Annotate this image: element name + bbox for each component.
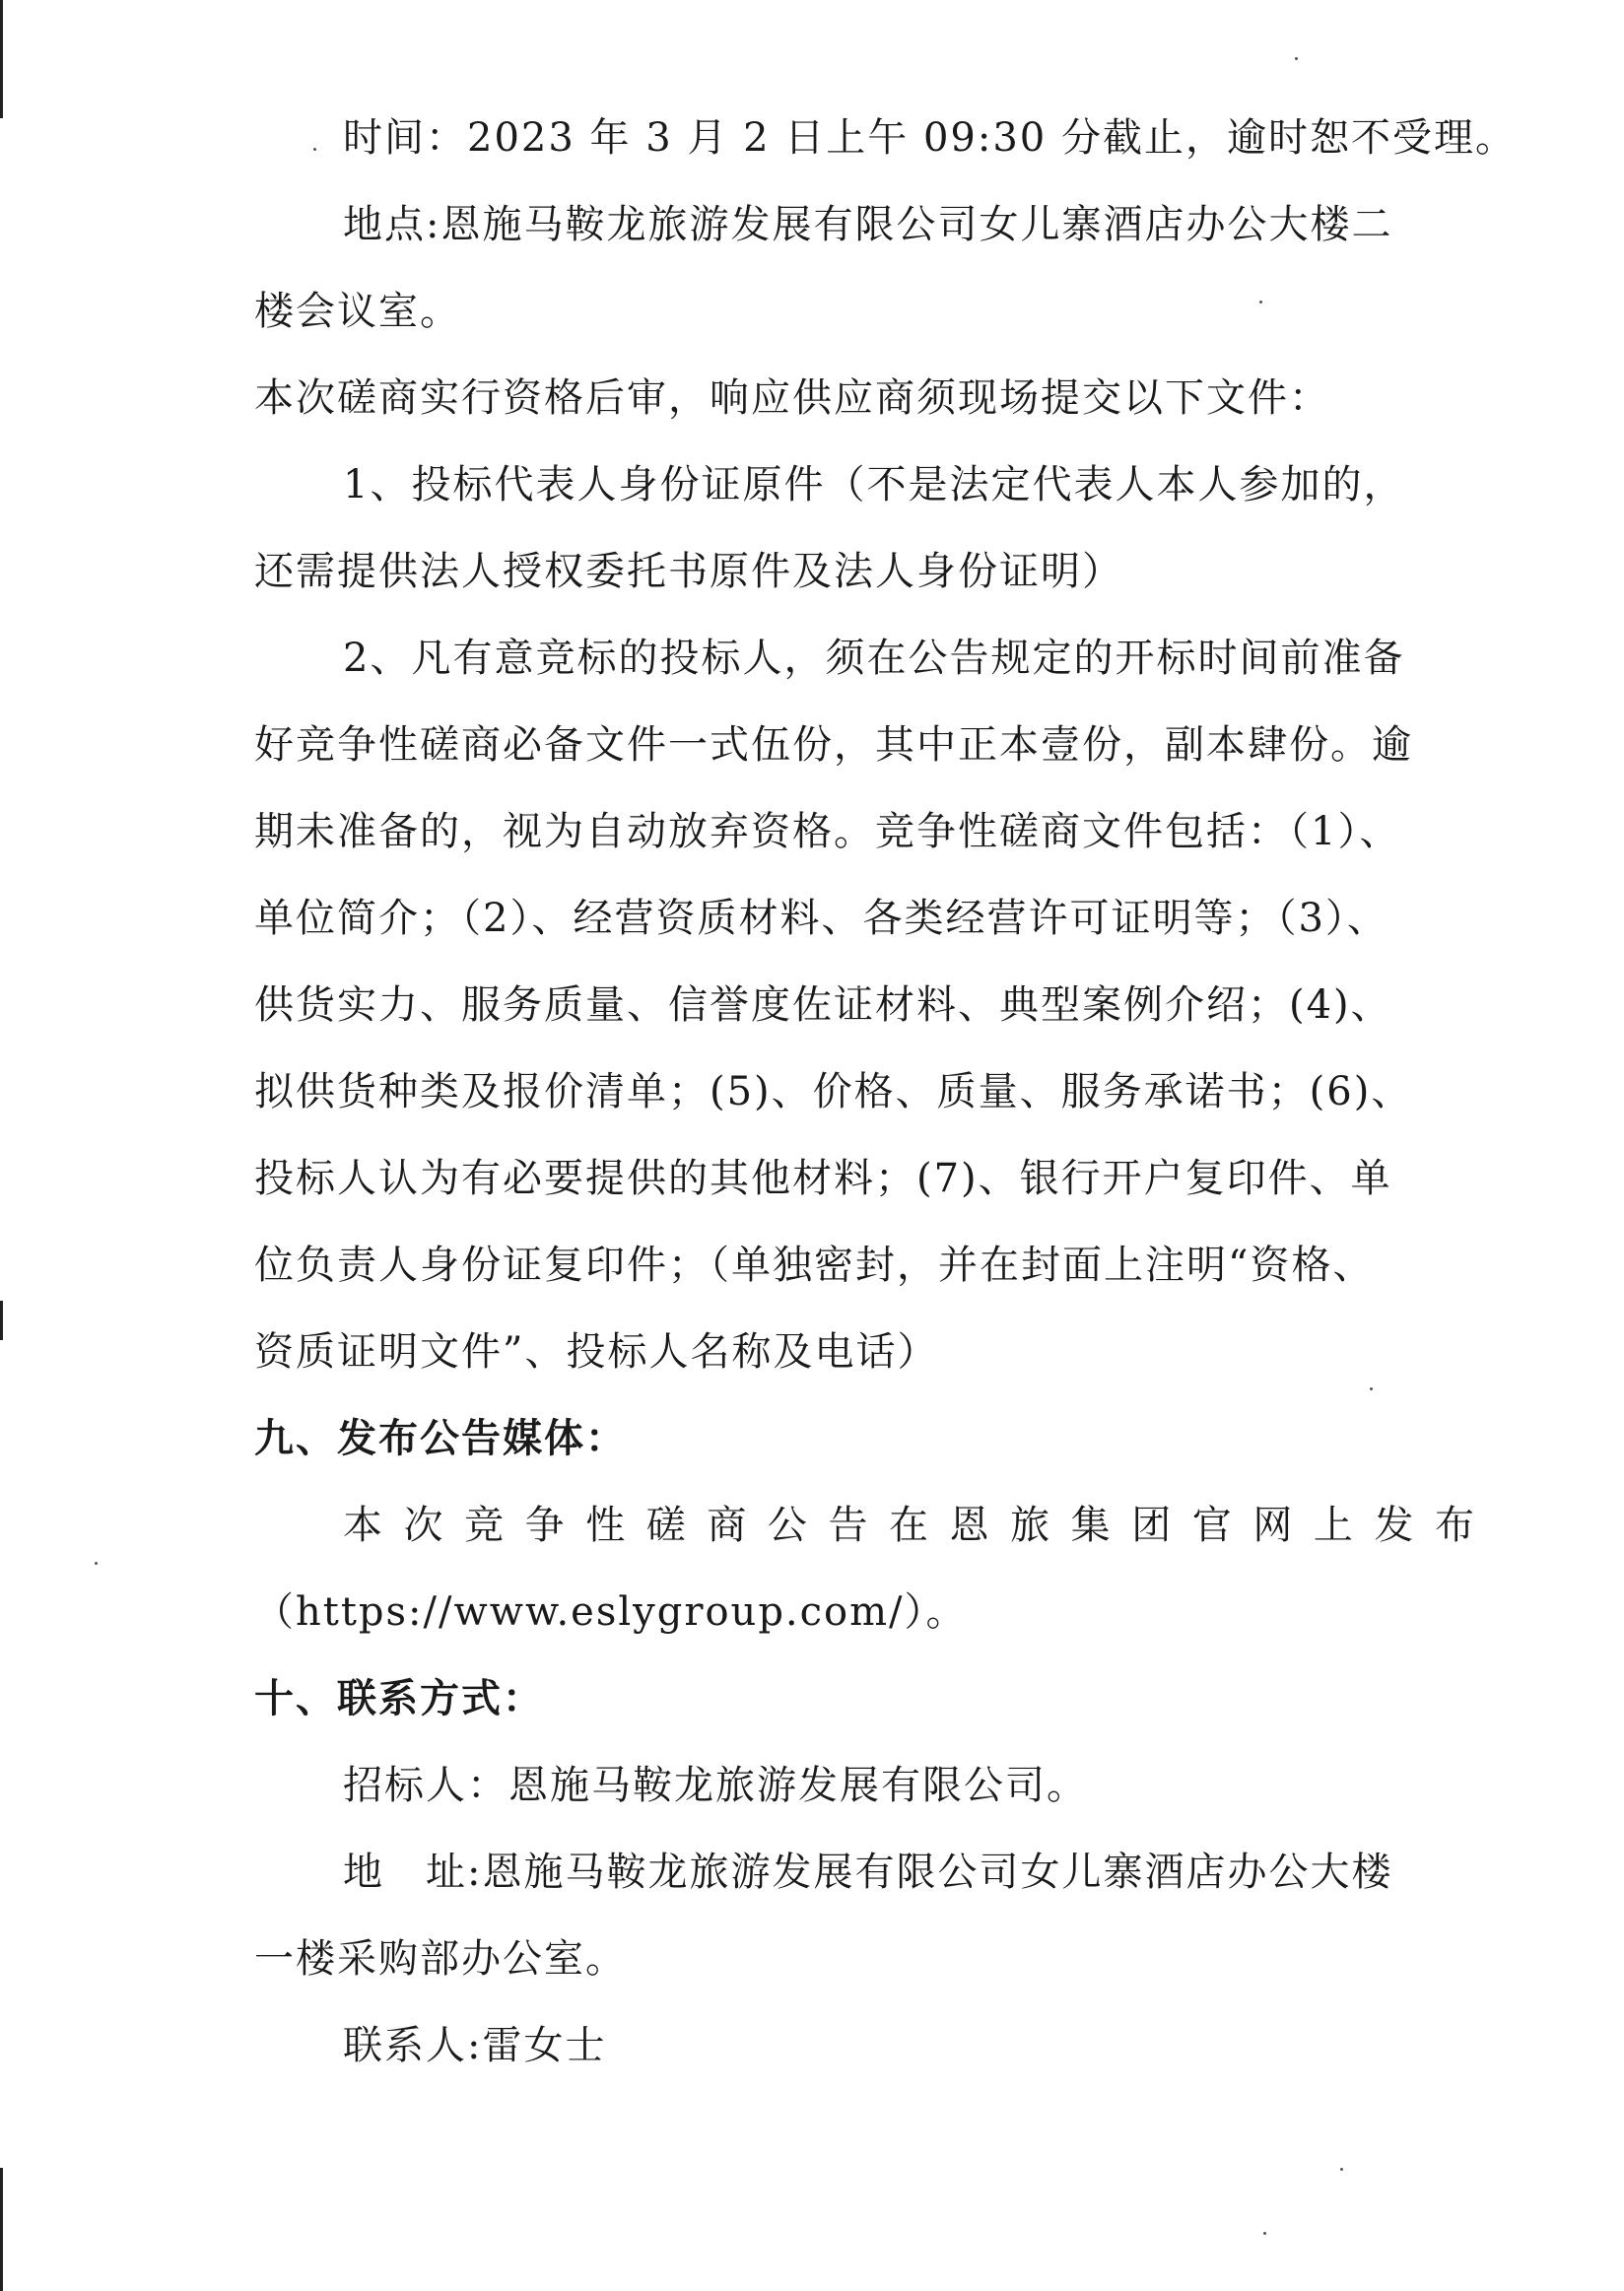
paragraph-line: 本次磋商实行资格后审，响应供应商须现场提交以下文件： [254, 375, 1330, 421]
paragraph-line: 位负责人身份证复印件；（单独密封，并在封面上注明“资格、 [254, 1243, 1375, 1288]
scan-speck [95, 1562, 98, 1565]
website-url: （https://www.eslygroup.com/）。 [254, 1589, 968, 1635]
paragraph-line: 地点:恩施马鞍龙旅游发展有限公司女儿寨酒店办公大楼二 [343, 202, 1393, 247]
paragraph-line: 时间：2023 年 3 月 2 日上午 09:30 分截止，逾时恕不受理。 [343, 115, 1517, 161]
address-line: 一楼采购部办公室。 [254, 1936, 627, 1982]
paragraph-line: 1、投标代表人身份证原件（不是法定代表人本人参加的， [343, 462, 1405, 507]
scan-speck [1295, 57, 1298, 60]
paragraph-line: 单位简介；（2）、经营资质材料、各类经营许可证明等；（3）、 [254, 896, 1388, 941]
paragraph-line: 投标人认为有必要提供的其他材料；(7)、银行开户复印件、单 [254, 1156, 1392, 1201]
scan-edge-mark [0, 1301, 3, 1340]
paragraph-line: 供货实力、服务质量、信誉度佐证材料、典型案例介绍；(4)、 [254, 982, 1392, 1028]
contact-person-line: 联系人:雷女士 [343, 2023, 607, 2068]
section-heading: 十、联系方式： [254, 1675, 544, 1721]
paragraph-line: 期未准备的，视为自动放弃资格。竞争性磋商文件包括：（1）、 [254, 809, 1401, 854]
paragraph-line: 还需提供法人授权委托书原件及法人身份证明） [254, 549, 1123, 594]
paragraph-line: 好竞争性磋商必备文件一式伍份，其中正本壹份，副本肆份。逾 [254, 722, 1413, 768]
tenderer-line: 招标人：恩施马鞍龙旅游发展有限公司。 [343, 1763, 1088, 1808]
scan-speck [1340, 2168, 1343, 2171]
scan-speck [1263, 2232, 1266, 2235]
paragraph-line: 楼会议室。 [254, 289, 461, 334]
paragraph-line: 资质证明文件”、投标人名称及电话） [254, 1329, 939, 1375]
paragraph-line: 2、凡有意竞标的投标人，须在公告规定的开标时间前准备 [343, 636, 1405, 681]
address-line: 地 址:恩施马鞍龙旅游发展有限公司女儿寨酒店办公大楼 [343, 1850, 1393, 1895]
paragraph-line: 本次竞争性磋商公告在恩旅集团官网上发布 [343, 1503, 1476, 1548]
document-body [254, 115, 1517, 2111]
scan-edge-mark [0, 2168, 3, 2291]
section-heading: 九、发布公告媒体： [254, 1415, 627, 1461]
scan-edge-mark [0, 0, 3, 118]
paragraph-line: 拟供货种类及报价清单；(5)、价格、质量、服务承诺书；(6)、 [254, 1069, 1413, 1114]
